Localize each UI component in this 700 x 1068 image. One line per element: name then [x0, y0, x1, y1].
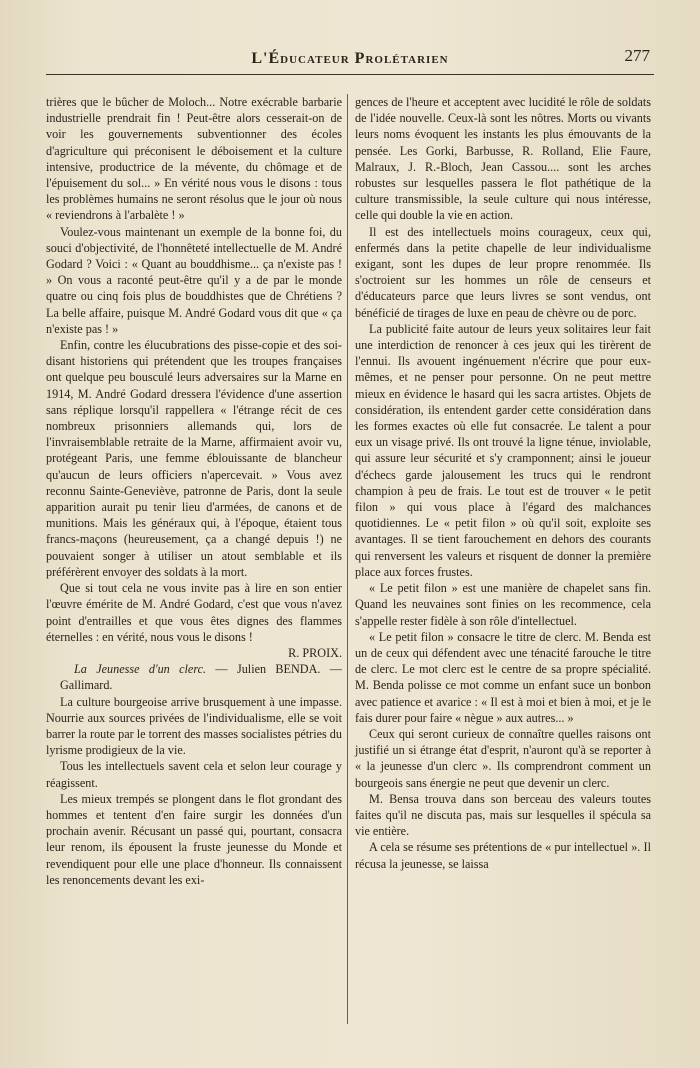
journal-title: L'Éducateur Prolétarien	[251, 50, 449, 67]
paragraph: Enfin, contre les élucubrations des pisse-copie et des soi-disant historiens qui prétendent que les troupes françaises ont quelque peu bousculé leurs adversaires sur la Marne en 1914, M. André Godard dressera l'évidence d'une assertion sans réplique lorsqu'il rappellera « l'étrange récit de ces nombreux prisonniers allemands qui, lors de l'invraisemblable retraite de la Marne, affirmaient avoir vu, protégeant Paris, une femme éblouissante de blancheur qu'aucun de leurs officiers n'apercevait. » Vous avez reconnu Sainte-Geneviève, patronne de Paris, dont la seule apparition aurait pu tenir lieu d'armées, de canons et de munitions. Mais les généraux qui, à l'époque, étaient tous francs-maçons (heureusement, ça a changé depuis !) ne pouvaient songer à utiliser un atout semblable et ils préférèrent envoyer des soldats à la mort.	[46, 338, 342, 579]
paragraph: Les mieux trempés se plongent dans le flot grondant des hommes et tentent d'en faire surgir les données d'un prochain avenir. Récusant un passé qui, pourtant, consacra leur renom, ils épousent la fruste jeunesse du Monde et revendiquent pour elle une place d'honneur. Ils connaissent les renoncements devant les exi-	[46, 791, 342, 887]
paragraph: Tous les intellectuels savent cela et selon leur courage y réagissent.	[46, 759, 342, 790]
paragraph: Que si tout cela ne vous invite pas à lire en son entier l'œuvre émérite de M. André Godard, c'est que vous n'avez point d'entrailles et que vous êtes dignes des flammes éternelles : en vérité, nous vous le disons !	[46, 581, 342, 644]
left-column	[46, 94, 342, 888]
paragraph: « Le petit filon » consacre le titre de clerc. M. Benda est un de ceux qui défendent avec une ténacité farouche le titre de clerc. Le mot clerc est le centre de sa propre spécialité. M. Benda polisse ce mot comme un enfant suce un bonbon avec patience et avarice : « Il est à moi et bien à moi, et je le fais durer pour faire « nègue » aux autres... »	[355, 629, 651, 725]
paragraph: M. Bensa trouva dans son berceau des valeurs toutes faites qu'il ne discuta pas, mais sur lesquelles il spécula sa vie entière.	[355, 791, 651, 839]
book-reference	[46, 661, 342, 693]
page-header	[46, 44, 654, 75]
paragraph: Il est des intellectuels moins courageux, ceux qui, enfermés dans la petite chapelle de leur individualisme exigant, sont les dupes de leur propre renommée. Ils s'octroient sur les hommes un rôle de censeurs et d'éducateurs parce que leurs livres se sont vendus, ont bénéficié de tirages de luxe en peau de chèvre ou de porc.	[355, 224, 651, 320]
right-column	[355, 94, 651, 872]
paragraph: « Le petit filon » est une manière de chapelet sans fin. Quand les neuvaines sont finies on les recommence, cela s'appelle rester fidèle à son rôle d'intellectuel.	[355, 581, 651, 628]
paragraph: gences de l'heure et acceptent avec lucidité le rôle de soldats de l'idée nouvelle. Ceux-là sont les nôtres. Morts ou vivants leurs noms évoquent les instants les plus émouvants de la pensée. Les Gorki, Barbusse, R. Rolland, Elie Faure, Malraux, J. R.-Bloch, Jean Cassou.... sont les arches robustes sur lesquelles passera le flot pathétique de la culture transmissible, la seule culture qui nous intéresse, celle qui double la vie en action.	[355, 95, 651, 223]
book-title: La Jeunesse d'un clerc.	[74, 662, 207, 677]
column-divider	[347, 94, 348, 1024]
paragraph: A cela se résume ses prétentions de « pur intellectuel ». Il récusa la jeunesse, se laissa	[355, 840, 651, 871]
paragraph: La publicité faite autour de leurs yeux solitaires leur fait une interdiction de renoncer à ces jeux qui les tirèrent de l'ennui. Ils avouent ingénuement n'écrire que pour eux-mêmes, et ne penser pour personne. On ne peut mettre mieux en évidence le hasard qui les sacra artistes. Objets de considération, ils entendent garder cette considération dans les formes exactes où elle fut consacrée. Le talent a pour eux un visage privé. Ils ont trouvé la ligne ténue, inviolable, qui assure leur sécurité et s'y cramponnent; ainsi le joueur d'échecs garde jalousement les trucs qui le rendront champion à peu de frais. Le tout est de trouver « le petit filon » qui vous place à l'égard des malchances quotidiennes. Le « petit filon » où qu'il soit, exploite ses avantages. Il se tient farouchement en dehors des courants qui renversent les valeurs et risquent de donner la première place aux forces frustes.	[355, 321, 651, 579]
paragraph: Ceux qui seront curieux de connaître quelles raisons ont justifié un si étrange état d'esprit, n'auront qu'à se reporter à « la jeunesse d'un clerc ». Ils comprendront comment un bourgeois sans énergie ne peut que devenir un clerc.	[355, 726, 651, 790]
page-number: 277	[624, 46, 650, 65]
paragraph: Voulez-vous maintenant un exemple de la bonne foi, du souci d'objectivité, de l'honnêteté intellectuelle de M. André Godard ? Voici : « Quant au bouddhisme... ça n'existe pas ! » On vous a raconté peut-être qu'il y a de par le monde quatre ou cinq fois plus de bouddhistes que de Chrétiens ? La belle affaire, puisque M. André Godard vous dit que « ça n'existe pas ! »	[46, 224, 342, 336]
paragraph: trières que le bûcher de Moloch... Notre exécrable barbarie industrielle prendrait fin ! Peut-être alors cesserait-on de voir les gouvernements subventionner des écoles d'agriculture qui préconisent le déboisement et la culture intensive, productrice de la mévente, du chômage et de l'épuisement du sol... » En vérité nous vous le disons : tous les problèmes humains ne seront résolus que le jour où nous « reviendrons à l'arbalète ! »	[46, 95, 342, 223]
book-author-publisher: — Julien BENDA. — Gallimard.	[60, 662, 342, 693]
signature: R. PROIX.	[288, 645, 342, 660]
paragraph: La culture bourgeoise arrive brusquement à une impasse. Nourrie aux sources privées de l'individualisme, elle se voit barrer la route par le torrent des masses socialistes pétries du lyrisme prodigieux de la vie.	[46, 694, 342, 758]
